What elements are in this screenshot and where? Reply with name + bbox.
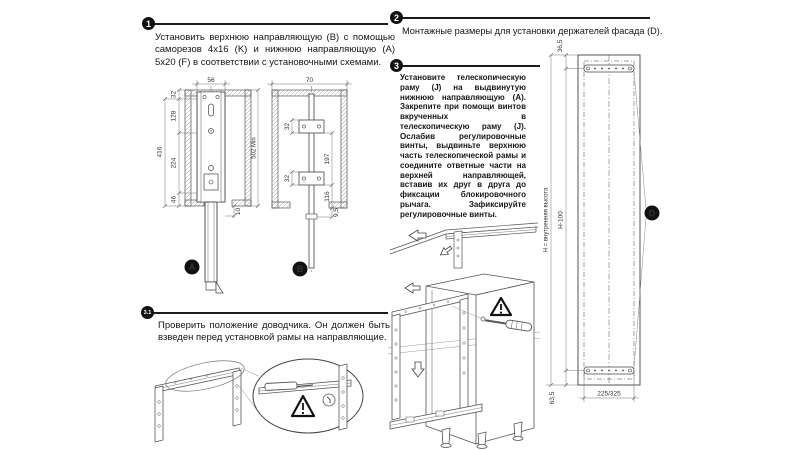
magnified-view xyxy=(253,359,363,433)
step-1-badge xyxy=(142,17,155,30)
diagram-a-lower-guide xyxy=(148,76,264,302)
upper-rail-bar xyxy=(296,86,324,274)
telescopic-frame xyxy=(390,294,482,429)
step-2-rule xyxy=(398,17,650,19)
label-a-letter: A xyxy=(188,262,196,272)
arrow-left-icon xyxy=(409,230,426,241)
step-2-badge xyxy=(390,11,403,24)
step-3-1-text: Проверить положение доводчика. Он должен быть взведен перед установкой рамы на направляющие. xyxy=(158,320,390,344)
label-b-badge xyxy=(293,262,308,277)
dim-a-32: 32 xyxy=(170,90,178,99)
dim-b-116: 116 xyxy=(324,191,331,202)
step-3-text: Установите телескопическую раму (J) на выдвинутую нижнюю направляющую (A). Закрепите при помощи винтов вкрученных в телескопическую раму (J). Ослабив регулировочные винты, выдвиньте верхнюю часть телескопической рамы и соедините ответные части на верхней направляющей, вставив их друг в друга до фиксации блокировочного рычага. Зафиксируйте регулировочные винты. xyxy=(400,73,526,219)
dim-a-10: 10 xyxy=(235,207,242,216)
dim-b-197: 197 xyxy=(324,153,331,165)
dim-a-224: 224 xyxy=(170,157,178,169)
dim-b-32-top: 32 xyxy=(284,122,291,131)
dim-d-h100: H-100 xyxy=(557,211,565,229)
step-1-number: 1 xyxy=(145,18,151,29)
diagram-d-facade xyxy=(538,30,665,430)
step-3-illustration xyxy=(388,218,540,450)
dimension-blocks xyxy=(290,118,299,187)
upper-guide-detail xyxy=(390,223,538,268)
dimension-lines-left xyxy=(163,88,197,208)
step-1-rule xyxy=(150,23,388,25)
dim-a-502min: 502 Min xyxy=(251,137,258,159)
lower-rail-assembly xyxy=(197,86,225,293)
step-2-number: 2 xyxy=(393,12,399,23)
arrow-out-icon xyxy=(405,283,420,293)
step-2-text: Монтажные размеры для установки держателей фасада (D). xyxy=(402,26,663,36)
dim-b-9-5: 9,5 xyxy=(333,207,340,218)
step-3-1-rule xyxy=(149,312,388,314)
step-3-badge xyxy=(390,59,403,72)
dim-d-63-5: 63,5 xyxy=(549,391,556,405)
dim-a-56: 56 xyxy=(207,77,215,84)
dim-d-inner-height: H = внутренняя высота xyxy=(543,187,550,253)
dim-a-46: 46 xyxy=(170,195,178,204)
arrow-down-icon xyxy=(412,362,424,377)
step-3-rule xyxy=(398,65,540,67)
label-d-letter: D xyxy=(648,208,656,219)
arrow-up-icon xyxy=(438,244,453,258)
dim-a-416: 416 xyxy=(156,146,164,158)
step-3-1-badge xyxy=(141,306,154,319)
dim-b-32-bottom: 32 xyxy=(284,174,291,183)
step-3-1-number: 3.1 xyxy=(143,309,152,316)
dim-a-128: 128 xyxy=(170,110,178,122)
facade-holder-bottom xyxy=(584,367,634,374)
facade-panel xyxy=(578,55,640,385)
diagram-b-upper-guide xyxy=(258,76,360,302)
step-3-number: 3 xyxy=(393,60,399,71)
dim-d-36-5: 36,5 xyxy=(557,39,564,53)
dim-b-70: 70 xyxy=(305,77,314,84)
facade-holder-top xyxy=(584,65,634,72)
dim-d-225-325: 225/325 xyxy=(597,390,621,398)
label-a-badge xyxy=(185,260,200,275)
step-3-1-illustration xyxy=(143,346,393,448)
step-1-text: Установить верхнюю направляющую (B) с помощью саморезов 4x16 (K) и нижнюю направляющую (A) 5x20 (F) в соответствии с установочными схемами. xyxy=(155,32,395,68)
label-b-letter: B xyxy=(296,264,304,274)
